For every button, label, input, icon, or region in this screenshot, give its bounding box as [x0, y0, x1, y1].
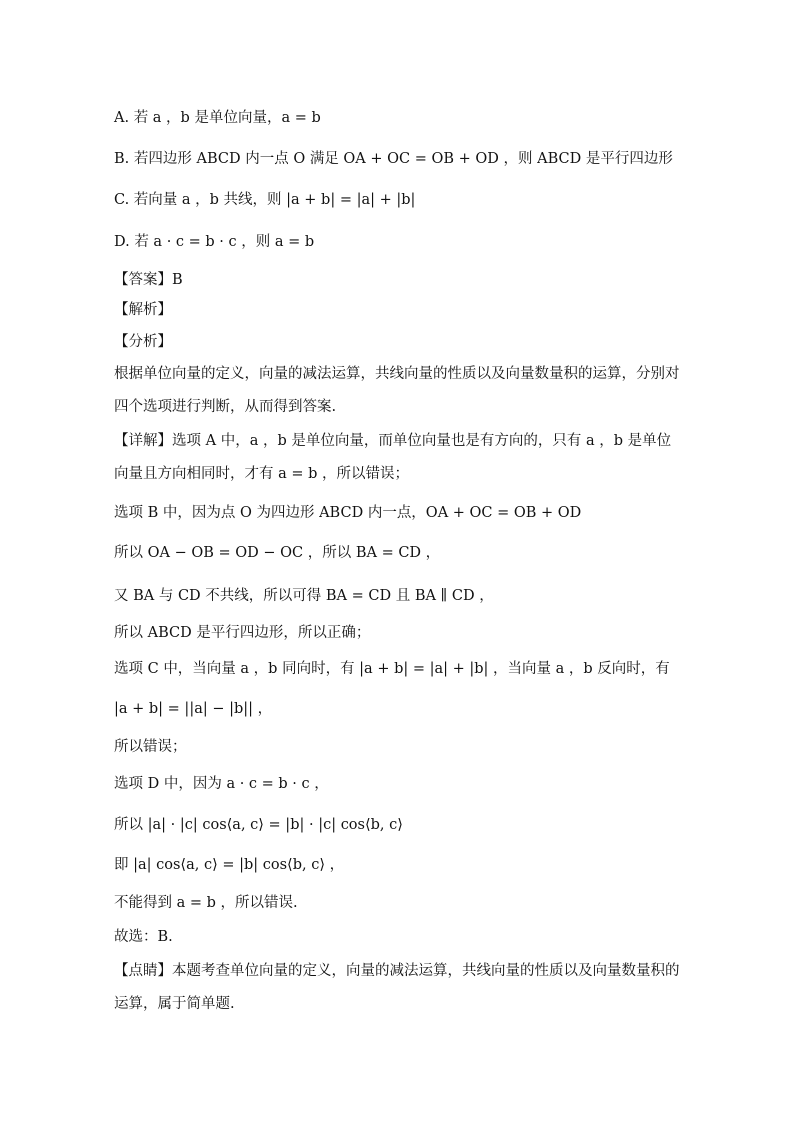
analysis-heading: 【解析】	[114, 302, 172, 318]
analysis-subheading: 【分析】	[114, 334, 172, 350]
final-choice: 故选：B.	[114, 929, 173, 945]
detail-option-d-2: 所以 |a| · |c| cos⟨a, c⟩ = |b| · |c| cos⟨b, c⟩	[114, 817, 403, 833]
analysis-paragraph: 根据单位向量的定义，向量的减法运算，共线向量的性质以及向量数量积的运算，分别对四个选项进行判断，从而得到答案.	[114, 366, 680, 415]
option-a: A. 若 a ，b 是单位向量，a = b	[114, 110, 321, 126]
detail-option-b-3: 又 BA 与 CD 不共线，所以可得 BA = CD 且 BA ∥ CD ，	[114, 588, 494, 604]
option-d: D. 若 a · c = b · c ，则 a = b	[114, 234, 315, 250]
detail-option-c-1: 选项 C 中，当向量 a ，b 同向时，有 |a + b| = |a| + |b| ，当向量 a ，b 反向时，有	[114, 661, 670, 677]
detail-option-c-3: 所以错误；	[114, 739, 187, 755]
detail-option-d-3: 即 |a| cos⟨a, c⟩ = |b| cos⟨b, c⟩ ，	[114, 857, 345, 873]
detail-option-a: 【详解】选项 A 中，a ，b 是单位向量，而单位向量也是有方向的，只有 a ，b 是单位向量且方向相同时，才有 a = b ，所以错误；	[114, 433, 672, 482]
detail-option-d-1: 选项 D 中，因为 a · c = b · c ，	[114, 776, 329, 792]
detail-option-c-2: |a + b| = ||a| − |b|| ，	[114, 701, 273, 717]
detail-option-b-2: 所以 OA − OB = OD − OC ，所以 BA = CD ，	[114, 545, 441, 561]
detail-option-b-4: 所以 ABCD 是平行四边形，所以正确；	[114, 625, 371, 641]
remark-paragraph: 【点睛】本题考查单位向量的定义，向量的减法运算，共线向量的性质以及向量数量积的运算，属于简单题.	[114, 963, 680, 1012]
option-c: C. 若向量 a ，b 共线，则 |a + b| = |a| + |b|	[114, 192, 416, 208]
answer-heading: 【答案】B	[114, 272, 183, 288]
detail-option-b-1: 选项 B 中，因为点 O 为四边形 ABCD 内一点，OA + OC = OB + OD	[114, 505, 582, 521]
option-b: B. 若四边形 ABCD 内一点 O 满足 OA + OC = OB + OD ，则 ABCD 是平行四边形	[114, 151, 673, 167]
detail-option-d-4: 不能得到 a = b ，所以错误.	[114, 895, 298, 911]
